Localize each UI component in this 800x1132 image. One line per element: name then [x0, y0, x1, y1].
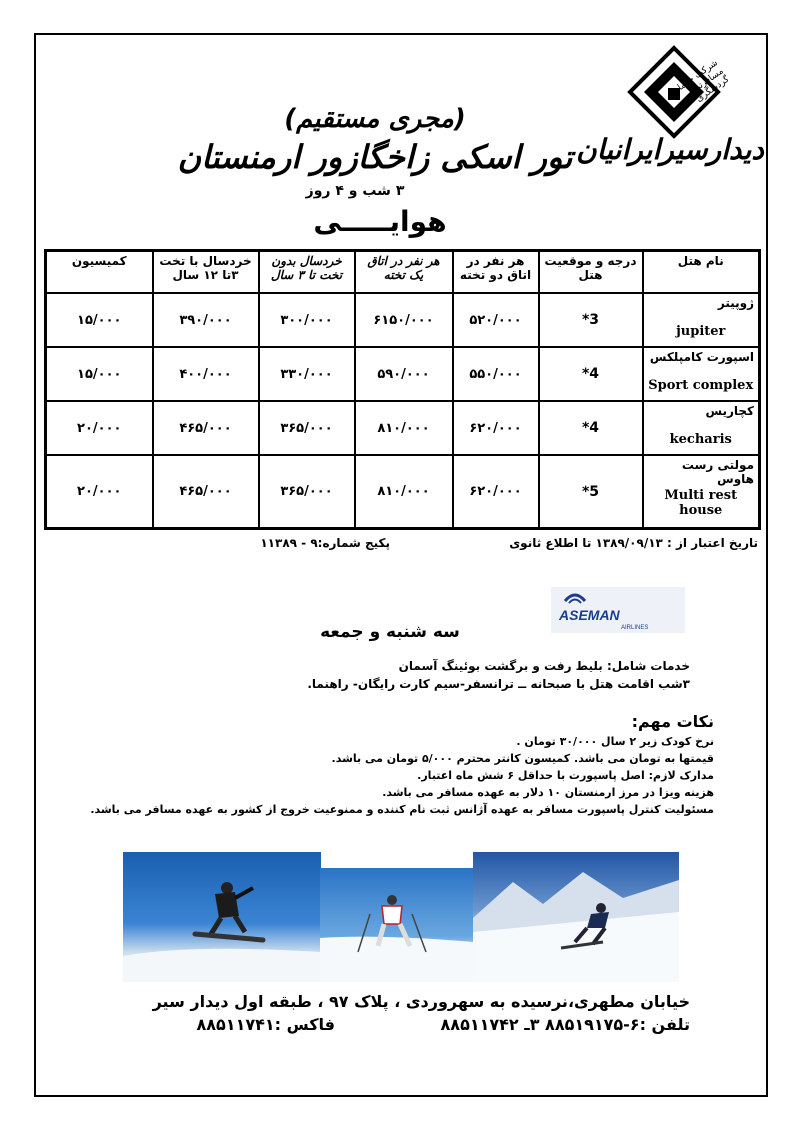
hotel-name-en: jupiter: [676, 324, 726, 339]
commission: ۱۵/۰۰۰: [46, 347, 153, 401]
commission: ۲۰/۰۰۰: [46, 455, 153, 528]
hotel-name-fa: کچاریس: [705, 404, 754, 419]
price-child-no-bed: ۳۶۵/۰۰۰: [259, 455, 355, 528]
note-item: مسئولیت کنترل پاسپورت مسافر به عهده آژانس ثبت نام کننده و ممنوعیت خروج از کشور به عهده مسافر می باشد.: [90, 803, 714, 816]
note-item: هزینه ویزا در مرز ارمنستان ۱۰ دلار به عهده مسافر می باشد.: [382, 786, 714, 799]
service-line: ۳شب اقامت هتل با صبحانه ــ ترانسفر-سیم کارت رایگان- راهنما.: [307, 677, 690, 691]
footer-phone: تلفن :۶-۸۸۵۱۹۱۷۵ ۳ـ ۸۸۵۱۱۷۴۲: [440, 1015, 690, 1034]
price-double: ۵۲۰/۰۰۰: [453, 293, 539, 347]
price-child-bed: ۴۰۰/۰۰۰: [153, 347, 259, 401]
airline-logo: [551, 587, 685, 633]
price-child-no-bed: ۳۳۰/۰۰۰: [259, 347, 355, 401]
col-double: هر نفر در اتاق دو تخته: [453, 251, 539, 294]
table-row: [46, 401, 760, 455]
airline-name: ASEMAN: [559, 607, 620, 623]
hotel-grade: 4*: [539, 347, 643, 401]
price-single: ۸۱۰/۰۰۰: [355, 455, 453, 528]
price-double: ۶۲۰/۰۰۰: [453, 401, 539, 455]
price-single: ۶۱۵۰/۰۰۰: [355, 293, 453, 347]
tour-duration: ۳ شب و ۴ روز: [305, 183, 405, 199]
price-single: ۵۹۰/۰۰۰: [355, 347, 453, 401]
mountain-skier-photo: [473, 852, 679, 982]
airline-sub: AIRLINES: [621, 625, 649, 631]
hotel-name-cell: [643, 293, 760, 347]
price-child-bed: ۴۶۵/۰۰۰: [153, 455, 259, 528]
table-row: [46, 455, 760, 528]
hotel-name-en: kecharis: [669, 432, 732, 448]
hotel-name-en: Multi rest house: [664, 488, 738, 519]
note-item: مدارک لازم: اصل پاسپورت با حداقل ۶ شش ماه اعتبار.: [417, 769, 714, 782]
table-header-row: [46, 251, 760, 294]
hotel-grade: 4*: [539, 401, 643, 455]
col-child-no-bed: خردسال بدون تخت تا ۳ سال: [259, 251, 355, 294]
services-block: [300, 657, 690, 693]
table-row: [46, 347, 760, 401]
agency-name: دیدارسیرایرانیان: [576, 133, 764, 166]
col-commission: کمیسیون: [46, 251, 153, 294]
price-double: ۵۵۰/۰۰۰: [453, 347, 539, 401]
hotel-name-en: Sport complex: [648, 378, 754, 394]
package-number: پکیج شماره:۹ - ۱۱۳۸۹: [260, 536, 390, 550]
service-line: خدمات شامل: بلیط رفت و برگشت بوئینگ آسمان: [398, 659, 690, 673]
hotel-grade: 3*: [539, 293, 643, 347]
price-table: [44, 249, 761, 530]
commission: ۲۰/۰۰۰: [46, 401, 153, 455]
commission: ۱۵/۰۰۰: [46, 293, 153, 347]
footer-fax: فاکس :۸۸۵۱۱۷۴۱: [196, 1015, 335, 1034]
price-double: ۶۲۰/۰۰۰: [453, 455, 539, 528]
hotel-name-fa: مولتی رست هاوس: [681, 458, 754, 487]
hotel-name-fa: ژوپیتر: [717, 296, 754, 310]
page-title: تور اسکی زاخگازور ارمنستان: [177, 138, 573, 176]
price-child-no-bed: ۳۰۰/۰۰۰: [259, 293, 355, 347]
price-single: ۸۱۰/۰۰۰: [355, 401, 453, 455]
footer-address: خیابان مطهری،نرسیده به سهروردی ، پلاک ۹۷ ، طبقه اول دیدار سیر: [152, 992, 690, 1011]
hotel-name-cell: [643, 347, 760, 401]
validity-date: تاریخ اعتبار از : ۱۳۸۹/۰۹/۱۳ تا اطلاع ثانوی: [509, 536, 758, 550]
skier-photo: [320, 868, 474, 982]
col-hotel-name: نام هتل: [643, 251, 760, 294]
hotel-grade: 5*: [539, 455, 643, 528]
col-single: هر نفر در اتاق یک تخته: [355, 251, 453, 294]
price-child-bed: ۴۶۵/۰۰۰: [153, 401, 259, 455]
col-grade: درجه و موقعیت هتل: [539, 251, 643, 294]
notes-block: [90, 733, 714, 818]
transport-type: هوایـــــی: [313, 205, 447, 238]
price-child-no-bed: ۳۶۵/۰۰۰: [259, 401, 355, 455]
hotel-name-fa: اسپورت کامپلکس: [649, 350, 754, 365]
hotel-name-cell: [643, 455, 760, 528]
hotel-name-cell: [643, 401, 760, 455]
direct-operator-label: (مجری مستقیم): [284, 104, 466, 134]
note-item: قیمتها به تومان می باشد. کمیسون کانتر محترم ۵/۰۰۰ تومان می باشد.: [331, 752, 714, 765]
snowboarder-photo: [123, 852, 321, 982]
departure-days: سه شنبه و جمعه: [320, 622, 460, 642]
notes-title: نکات مهم:: [631, 712, 714, 731]
agency-tagline: شرکت خدمات مسافرتی و گردشگری: [669, 58, 732, 105]
note-item: نرخ کودک زیر ۲ سال ۳۰/۰۰۰ تومان .: [516, 735, 714, 748]
price-child-bed: ۳۹۰/۰۰۰: [153, 293, 259, 347]
col-child-bed: خردسال با تخت ۳تا ۱۲ سال: [153, 251, 259, 294]
table-row: [46, 293, 760, 347]
